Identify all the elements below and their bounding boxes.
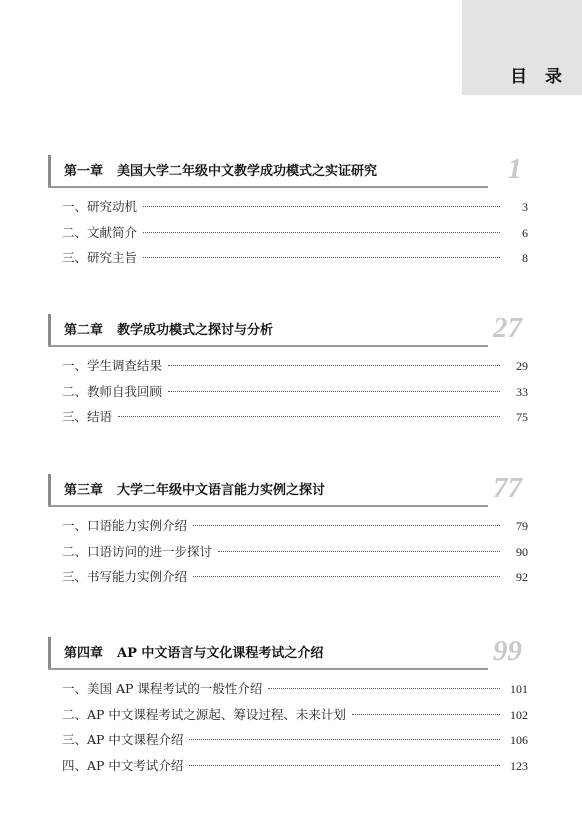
entry-label: 一、口语能力实例介绍 <box>62 518 188 533</box>
dot-leader <box>189 765 500 766</box>
dot-leader <box>193 525 500 526</box>
toc-entry[interactable] <box>48 407 528 433</box>
dot-leader <box>189 739 500 740</box>
entry-page: 75 <box>516 410 528 424</box>
toc-entry[interactable] <box>48 248 528 274</box>
chapter-title <box>64 319 273 338</box>
chapter-title <box>64 642 323 661</box>
entry-page: 79 <box>516 519 528 533</box>
entry-label: 一、学生调查结果 <box>62 358 163 373</box>
chapter-bar <box>48 155 51 187</box>
entry-list <box>48 356 528 433</box>
chapter-number: 第三章 <box>64 483 104 498</box>
entry-label: 二、文献简介 <box>62 224 138 240</box>
chapter-page-number: 1 <box>507 153 522 185</box>
chapter-title <box>64 479 325 498</box>
entry-list <box>48 679 528 781</box>
chapter-4 <box>48 637 528 781</box>
dot-leader <box>268 688 500 689</box>
dot-leader <box>168 365 500 366</box>
toc-header-tab <box>462 0 582 95</box>
entry-page: 29 <box>516 359 528 373</box>
entry-page: 90 <box>516 544 528 559</box>
toc-entry[interactable] <box>48 756 528 782</box>
entry-label: 二、AP 中文课程考试之源起、筹设过程、未来计划 <box>62 706 346 722</box>
chapter-2 <box>48 314 528 433</box>
chapter-title-text: 美国大学二年级中文教学成功模式之实证研究 <box>117 164 378 179</box>
entry-page: 102 <box>510 707 528 722</box>
chapter-page-number: 77 <box>493 472 522 504</box>
entry-page: 3 <box>522 200 528 214</box>
chapter-rule <box>48 668 488 670</box>
entry-label: 一、研究动机 <box>62 199 138 214</box>
chapter-1 <box>48 155 528 274</box>
dot-leader <box>143 232 500 233</box>
toc-entry[interactable] <box>48 223 528 249</box>
chapter-number: 第四章 <box>64 646 104 661</box>
chapter-3 <box>48 474 528 593</box>
chapter-rule <box>48 505 488 507</box>
entry-page: 92 <box>516 570 528 584</box>
toc-entry[interactable] <box>48 197 528 223</box>
chapter-rule <box>48 345 488 347</box>
chapter-title-text: 大学二年级中文语言能力实例之探讨 <box>117 483 326 498</box>
toc-entry[interactable] <box>48 382 528 408</box>
chapter-title-text: AP 中文语言与文化课程考试之介绍 <box>117 646 324 661</box>
chapter-page-number: 99 <box>493 635 522 667</box>
toc-entry[interactable] <box>48 356 528 382</box>
chapter-heading[interactable] <box>48 474 528 506</box>
dot-leader <box>193 576 500 577</box>
dot-leader <box>352 714 500 715</box>
entry-page: 8 <box>522 251 528 265</box>
chapter-bar <box>48 314 51 346</box>
chapter-rule <box>48 186 488 188</box>
entry-page: 123 <box>510 758 528 773</box>
entry-label: 三、书写能力实例介绍 <box>62 569 188 584</box>
chapter-title <box>64 160 377 179</box>
entry-page: 106 <box>510 733 528 747</box>
entry-label: 二、口语访问的进一步探讨 <box>62 543 213 559</box>
page-title: 目 录 <box>510 67 568 87</box>
entry-label: 二、教师自我回顾 <box>62 383 163 399</box>
entry-label: 四、AP 中文考试介绍 <box>62 757 184 773</box>
entry-label: 三、研究主旨 <box>62 250 138 265</box>
dot-leader <box>143 206 500 207</box>
chapter-bar <box>48 637 51 669</box>
toc-entry[interactable] <box>48 705 528 731</box>
dot-leader <box>118 416 500 417</box>
chapter-heading[interactable] <box>48 637 528 669</box>
chapter-title-text: 教学成功模式之探讨与分析 <box>117 323 274 338</box>
toc-entry[interactable] <box>48 542 528 568</box>
entry-page: 33 <box>516 384 528 399</box>
entry-list <box>48 197 528 274</box>
entry-page: 6 <box>522 225 528 240</box>
dot-leader <box>143 257 500 258</box>
chapter-bar <box>48 474 51 506</box>
chapter-number: 第二章 <box>64 323 104 338</box>
entry-label: 一、美国 AP 课程考试的一般性介绍 <box>62 681 263 696</box>
chapter-heading[interactable] <box>48 155 528 187</box>
entry-page: 101 <box>510 682 528 696</box>
toc-entry[interactable] <box>48 516 528 542</box>
entry-label: 三、AP 中文课程介绍 <box>62 732 184 747</box>
dot-leader <box>218 551 500 552</box>
chapter-heading[interactable] <box>48 314 528 346</box>
chapter-page-number: 27 <box>493 312 522 344</box>
toc-entry[interactable] <box>48 567 528 593</box>
toc-entry[interactable] <box>48 730 528 756</box>
dot-leader <box>168 391 500 392</box>
entry-list <box>48 516 528 593</box>
entry-label: 三、结语 <box>62 409 113 424</box>
toc-entry[interactable] <box>48 679 528 705</box>
chapter-number: 第一章 <box>64 164 104 179</box>
